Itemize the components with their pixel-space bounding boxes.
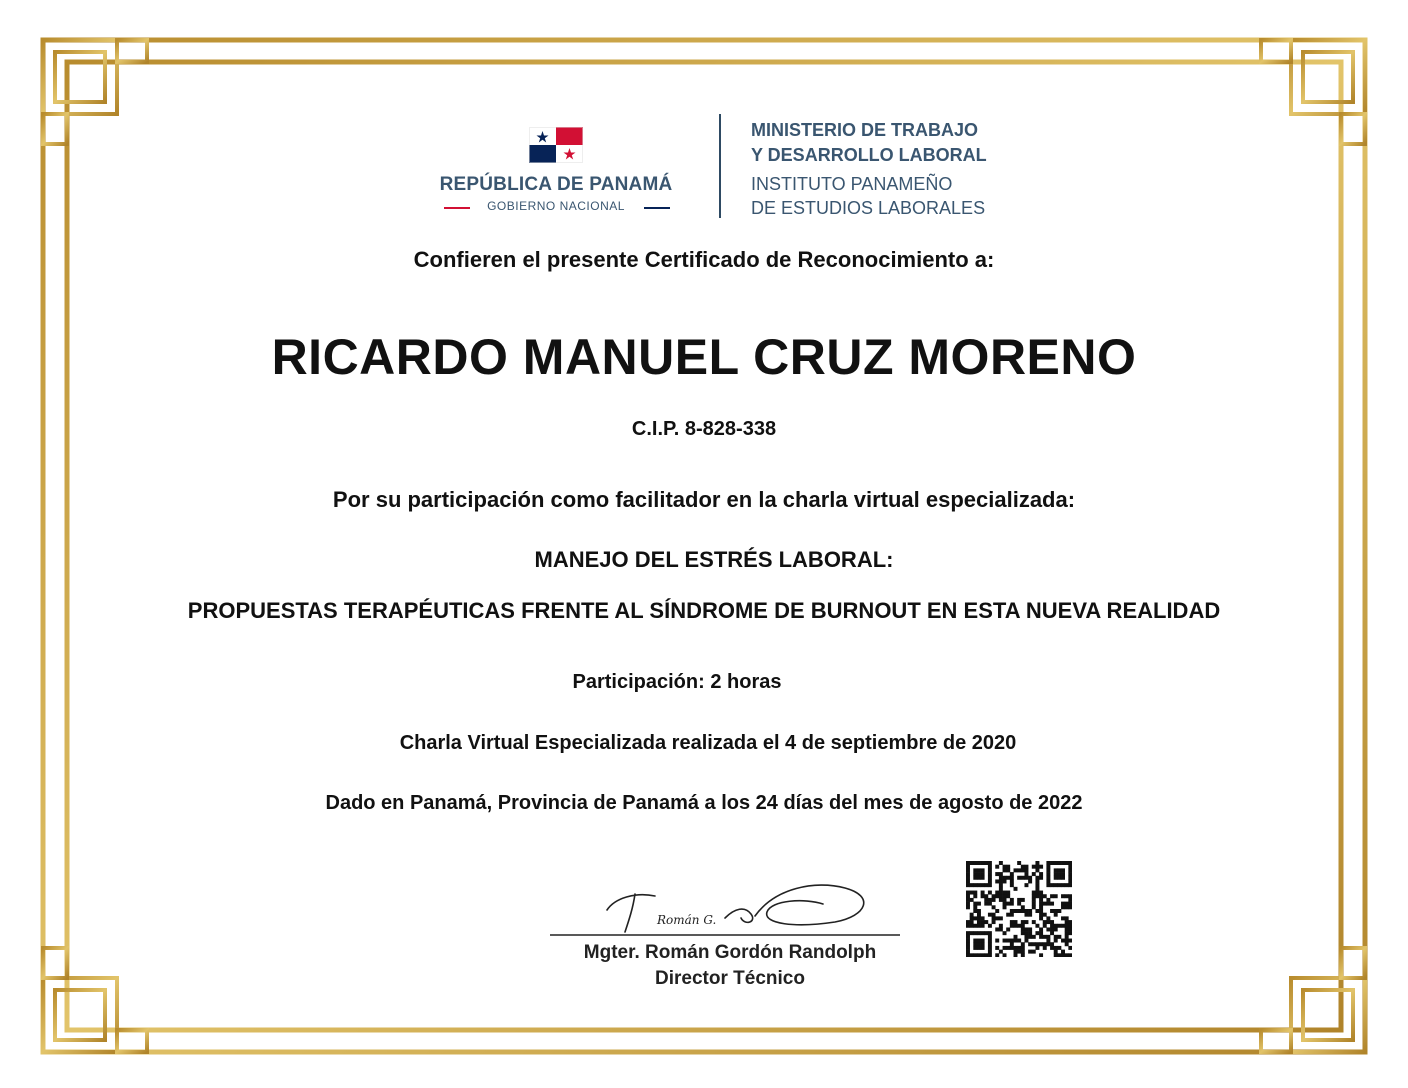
government-label: GOBIERNO NACIONAL	[487, 199, 625, 213]
svg-text:Román G.: Román G.	[657, 913, 717, 927]
issue-place-date: Dado en Panamá, Provincia de Panamá a los 24 días del mes de agosto de 2022	[325, 792, 1083, 814]
government-subtitle	[432, 199, 680, 217]
ministry-name-line2: Y DESARROLLO LABORAL	[751, 145, 987, 165]
participation-reason: Por su participación como facilitador en la charla virtual especializada:	[332, 487, 1076, 512]
recipient-id: C.I.P. 8-828-338	[631, 418, 777, 440]
topic-subtitle: PROPUESTAS TERAPÉUTICAS FRENTE AL SÍNDROME DE BURNOUT EN ESTA NUEVA REALIDAD	[187, 598, 1221, 623]
event-date: Charla Virtual Especializada realizada el 4 de septiembre de 2020	[399, 732, 1017, 754]
recipient-name: RICARDO MANUEL CRUZ MORENO	[271, 329, 1137, 385]
participation-hours: Participación: 2 horas	[572, 671, 782, 693]
institute-name-line2: DE ESTUDIOS LABORALES	[751, 198, 986, 218]
panama-flag-icon	[529, 127, 583, 163]
signer-title: Director Técnico	[655, 968, 805, 989]
country-name: REPÚBLICA DE PANAMÁ	[439, 174, 673, 195]
subtitle-blue-rule	[644, 207, 670, 209]
qr-code-icon	[966, 861, 1072, 957]
header-divider	[719, 114, 721, 218]
ministry-name-line1: MINISTERIO DE TRABAJO	[751, 120, 979, 140]
handwritten-signature	[545, 878, 905, 938]
signer-name: Mgter. Román Gordón Randolph	[583, 942, 877, 963]
institute-name-line1: INSTITUTO PANAMEÑO	[751, 174, 953, 194]
topic-title: MANEJO DEL ESTRÉS LABORAL:	[534, 547, 894, 572]
certificate-intro: Confieren el presente Certificado de Reconocimiento a:	[413, 247, 995, 272]
